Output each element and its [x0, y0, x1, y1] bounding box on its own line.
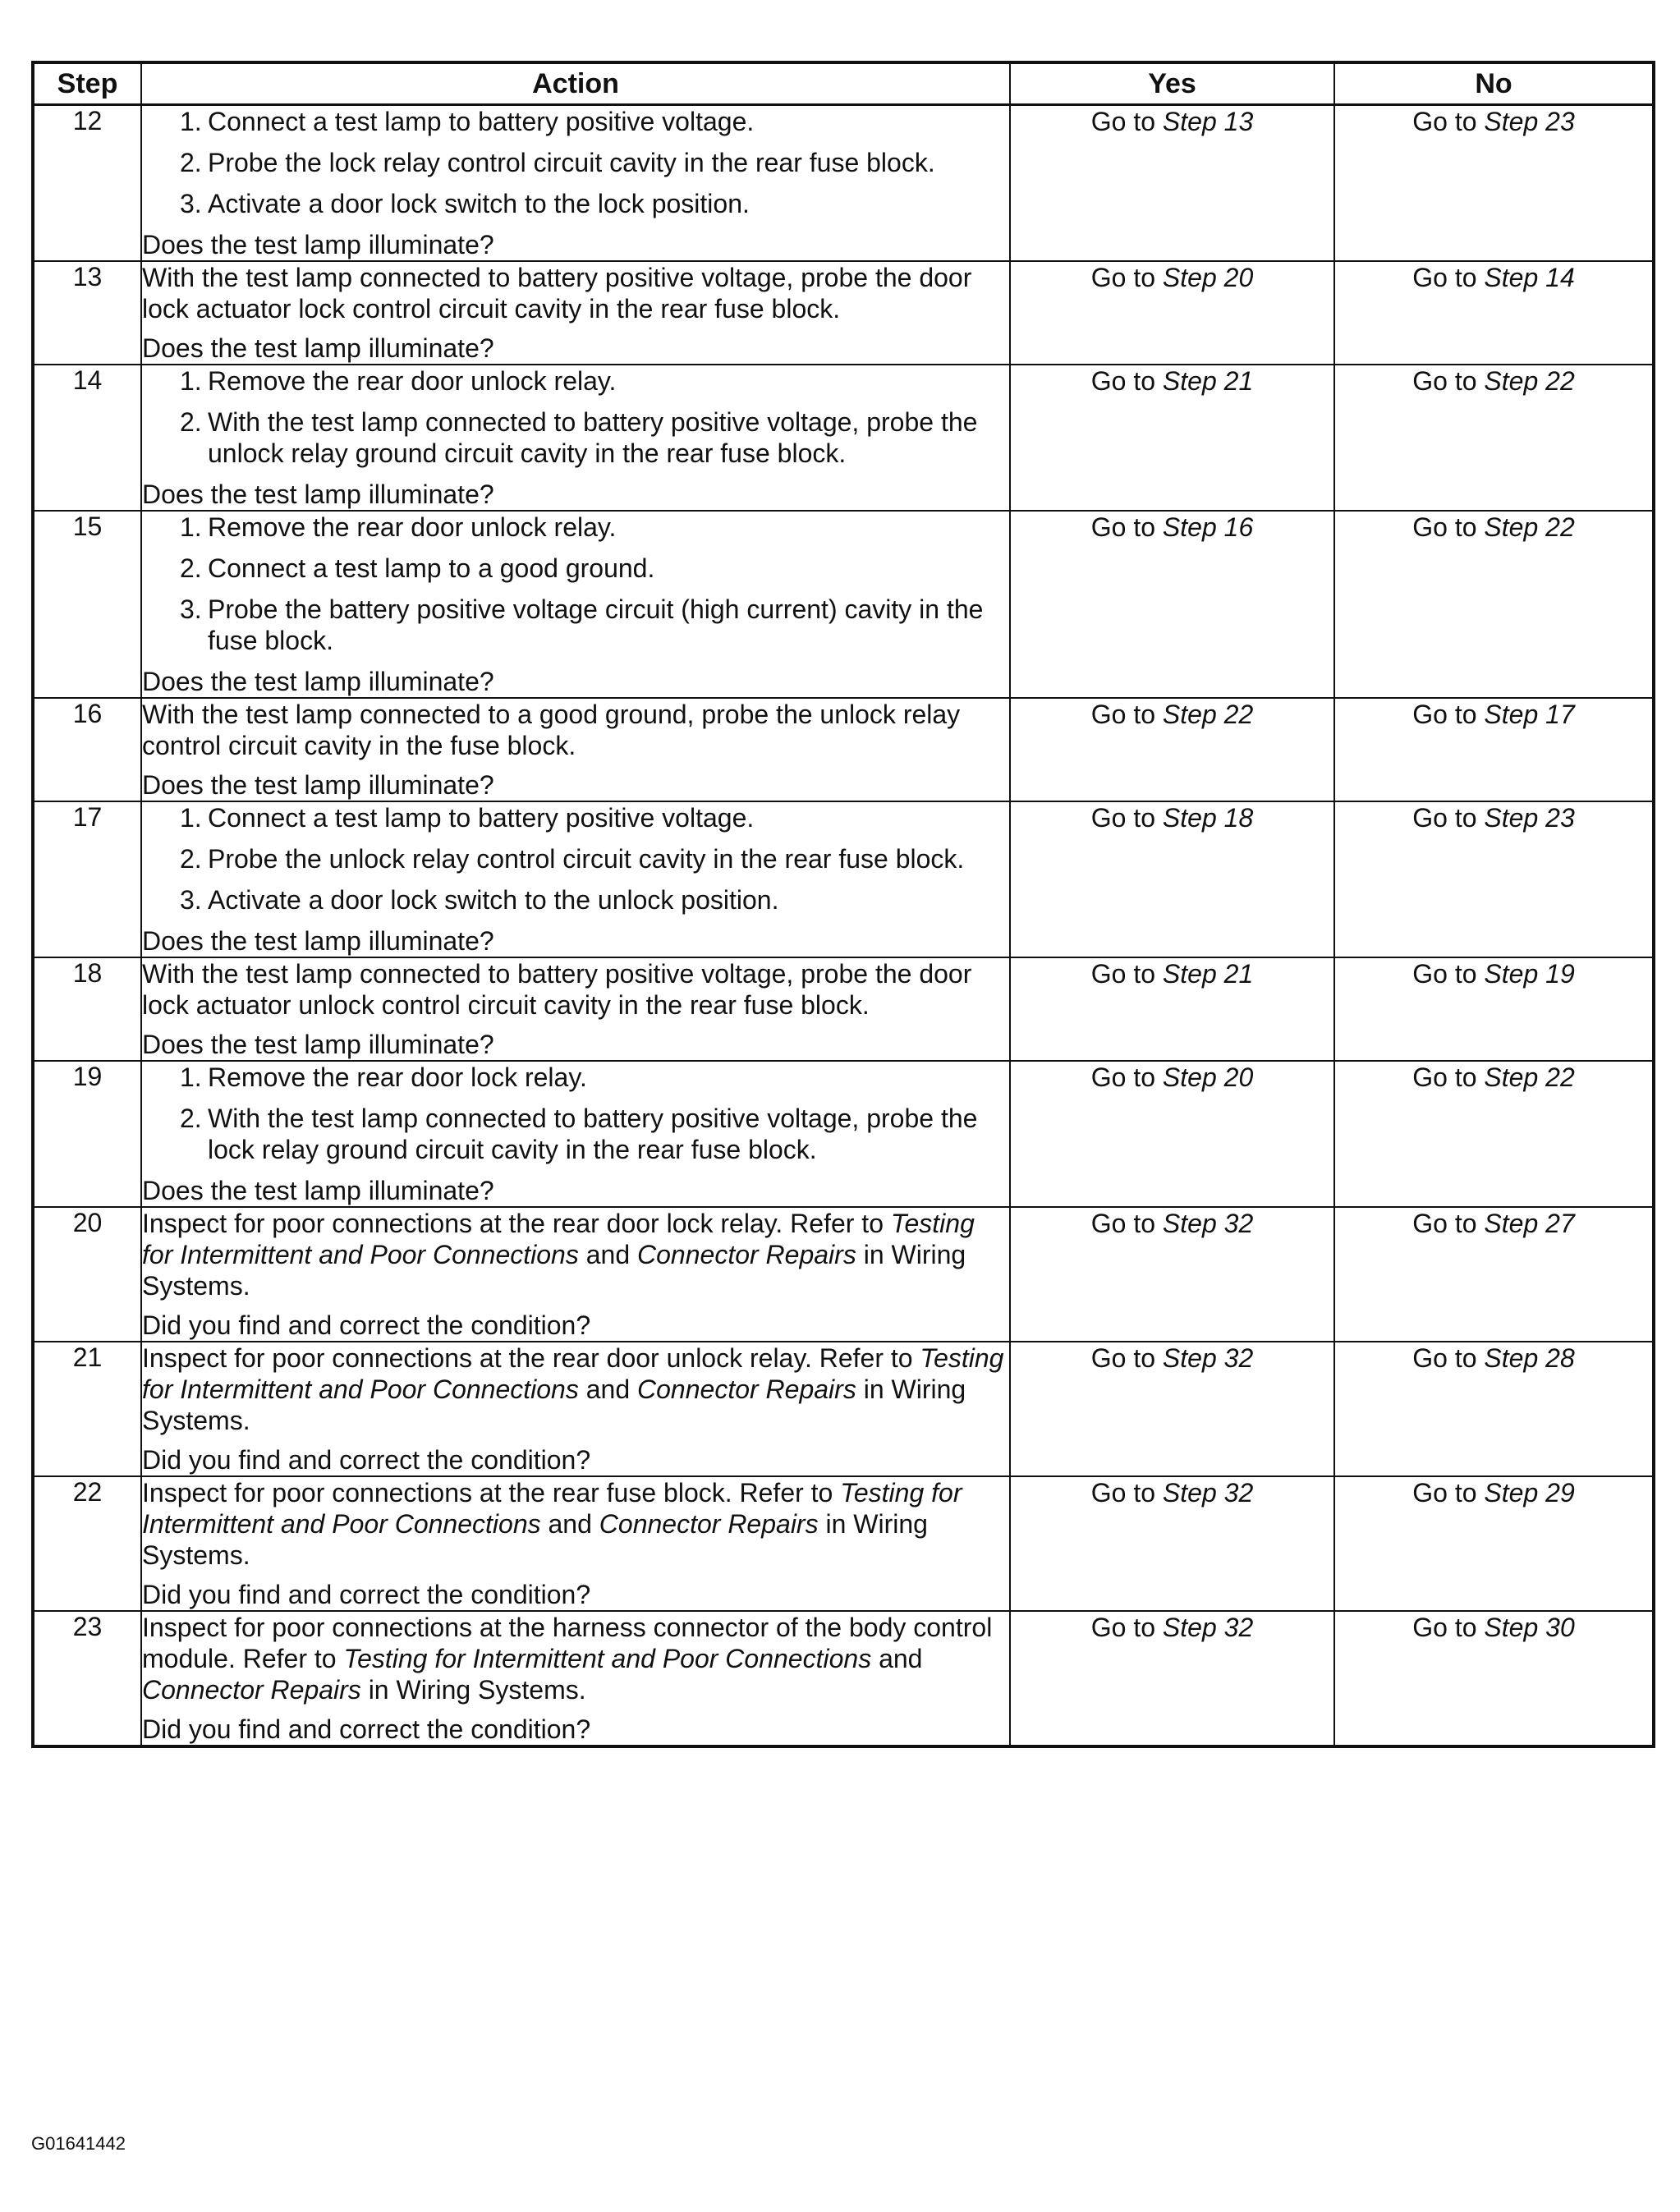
table-row: [33, 1611, 1654, 1746]
no-prefix: Go to: [1412, 959, 1485, 989]
step-number: 13: [33, 261, 141, 365]
action-step-item: Activate a door lock switch to the lock position.: [208, 189, 750, 218]
yes-cell: [1010, 261, 1334, 365]
yes-step-link: Step 32: [1162, 1613, 1254, 1642]
yes-step-link: Step 16: [1162, 512, 1254, 542]
yes-prefix: Go to: [1090, 803, 1163, 833]
no-step-link: Step 22: [1484, 366, 1575, 396]
diagnostic-table-container: [31, 61, 1652, 1748]
action-step-item: Remove the rear door lock relay.: [208, 1062, 587, 1092]
action-question: Does the test lamp illuminate?: [142, 1176, 494, 1205]
step-number: 22: [33, 1476, 141, 1611]
action-step-item: Probe the unlock relay control circuit cavity in the rear fuse block.: [208, 844, 965, 874]
action-question: Does the test lamp illuminate?: [142, 667, 494, 696]
action-question: Did you find and correct the condition?: [142, 1445, 591, 1475]
table-header-row: [33, 62, 1654, 105]
step-number: 23: [33, 1611, 141, 1746]
no-prefix: Go to: [1412, 700, 1485, 729]
action-cell: [141, 1342, 1010, 1476]
yes-prefix: Go to: [1090, 1478, 1163, 1508]
no-prefix: Go to: [1412, 1062, 1485, 1092]
yes-step-link: Step 32: [1162, 1209, 1254, 1238]
step-number: 16: [33, 698, 141, 801]
reference-title: Testing for Intermittent and Poor Connections: [343, 1644, 872, 1673]
action-text: With the test lamp connected to battery positive voltage, probe the door lock actuator unlock control circuit cavity in the rear fuse block.: [142, 959, 972, 1020]
reference-title: Connector Repairs: [599, 1509, 819, 1539]
yes-prefix: Go to: [1090, 263, 1163, 292]
action-step-item: Probe the lock relay control circuit cavity in the rear fuse block.: [208, 148, 935, 177]
no-step-link: Step 23: [1484, 107, 1575, 136]
action-text: [142, 1612, 1009, 1705]
no-step-link: Step 17: [1484, 700, 1575, 729]
action-steps-list: [142, 512, 1009, 656]
no-cell: [1334, 511, 1654, 698]
action-question: Does the test lamp illuminate?: [142, 230, 494, 259]
action-steps-list: [142, 1062, 1009, 1165]
yes-cell: [1010, 105, 1334, 262]
action-text: With the test lamp connected to battery positive voltage, probe the door lock actuator lock control circuit cavity in the rear fuse block.: [142, 263, 972, 324]
header-no: No: [1334, 62, 1654, 105]
no-prefix: Go to: [1412, 1478, 1485, 1508]
action-step-item: Connect a test lamp to battery positive voltage.: [208, 107, 755, 136]
text-segment: Inspect for poor connections at the rear door lock relay. Refer to: [142, 1209, 891, 1238]
no-cell: [1334, 105, 1654, 262]
step-number: 14: [33, 365, 141, 511]
action-text: [142, 1342, 1009, 1436]
text-segment: in Wiring Systems.: [142, 1240, 966, 1301]
reference-title: Testing for Intermittent and Poor Connections: [142, 1343, 1004, 1404]
yes-cell: [1010, 801, 1334, 957]
no-cell: [1334, 698, 1654, 801]
text-segment: and: [578, 1374, 638, 1404]
text-segment: Inspect for poor connections at the rear door unlock relay. Refer to: [142, 1343, 920, 1373]
step-number: 17: [33, 801, 141, 957]
yes-cell: [1010, 511, 1334, 698]
no-cell: [1334, 1061, 1654, 1207]
action-step-item: Connect a test lamp to battery positive voltage.: [208, 803, 755, 833]
text-segment: and: [578, 1240, 638, 1269]
action-question: Does the test lamp illuminate?: [142, 926, 494, 956]
reference-title: Connector Repairs: [637, 1240, 856, 1269]
step-number: 21: [33, 1342, 141, 1476]
yes-prefix: Go to: [1090, 1209, 1163, 1238]
no-cell: [1334, 1611, 1654, 1746]
table-row: [33, 1207, 1654, 1342]
yes-step-link: Step 18: [1162, 803, 1254, 833]
yes-step-link: Step 22: [1162, 700, 1254, 729]
no-cell: [1334, 1207, 1654, 1342]
text-segment: Inspect for poor connections at the rear fuse block. Refer to: [142, 1478, 841, 1508]
yes-step-link: Step 20: [1162, 1062, 1254, 1092]
no-step-link: Step 19: [1484, 959, 1575, 989]
action-question: Does the test lamp illuminate?: [142, 333, 494, 363]
table-body: [33, 105, 1654, 1747]
action-cell: [141, 261, 1010, 365]
no-step-link: Step 29: [1484, 1478, 1575, 1508]
yes-cell: [1010, 698, 1334, 801]
action-text: With the test lamp connected to a good ground, probe the unlock relay control circuit cavity in the fuse block.: [142, 700, 961, 760]
yes-prefix: Go to: [1090, 700, 1163, 729]
table-row: [33, 1061, 1654, 1207]
no-cell: [1334, 1342, 1654, 1476]
action-cell: [141, 1611, 1010, 1746]
no-step-link: Step 27: [1484, 1209, 1575, 1238]
action-question: Did you find and correct the condition?: [142, 1580, 591, 1609]
action-question: Does the test lamp illuminate?: [142, 1030, 494, 1059]
yes-cell: [1010, 957, 1334, 1061]
yes-step-link: Step 21: [1162, 959, 1254, 989]
text-segment: and: [871, 1644, 923, 1673]
action-steps-list: [142, 106, 1009, 219]
action-step-item: Remove the rear door unlock relay.: [208, 366, 617, 396]
no-step-link: Step 22: [1484, 1062, 1575, 1092]
action-step-item: Connect a test lamp to a good ground.: [208, 553, 655, 583]
yes-cell: [1010, 1611, 1334, 1746]
table-row: [33, 698, 1654, 801]
action-steps-list: [142, 802, 1009, 916]
no-prefix: Go to: [1412, 1613, 1485, 1642]
table-row: [33, 957, 1654, 1061]
yes-step-link: Step 32: [1162, 1343, 1254, 1373]
yes-prefix: Go to: [1090, 959, 1163, 989]
action-cell: [141, 365, 1010, 511]
action-cell: [141, 105, 1010, 262]
yes-prefix: Go to: [1090, 366, 1163, 396]
text-segment: in Wiring Systems.: [142, 1374, 966, 1435]
yes-cell: [1010, 1207, 1334, 1342]
step-number: 19: [33, 1061, 141, 1207]
no-step-link: Step 14: [1484, 263, 1575, 292]
header-step: Step: [33, 62, 141, 105]
no-step-link: Step 23: [1484, 803, 1575, 833]
yes-prefix: Go to: [1090, 1062, 1163, 1092]
action-cell: [141, 1476, 1010, 1611]
no-cell: [1334, 1476, 1654, 1611]
no-cell: [1334, 957, 1654, 1061]
action-question: Does the test lamp illuminate?: [142, 770, 494, 800]
text-segment: in Wiring Systems.: [360, 1675, 586, 1705]
reference-title: Testing for Intermittent and Poor Connections: [142, 1478, 962, 1539]
reference-title: Connector Repairs: [637, 1374, 856, 1404]
table-row: [33, 511, 1654, 698]
yes-cell: [1010, 1342, 1334, 1476]
yes-step-link: Step 32: [1162, 1478, 1254, 1508]
step-number: 18: [33, 957, 141, 1061]
action-step-item: With the test lamp connected to battery positive voltage, probe the unlock relay ground circuit cavity in the rear fuse block.: [208, 407, 978, 468]
no-cell: [1334, 801, 1654, 957]
no-prefix: Go to: [1412, 263, 1485, 292]
no-cell: [1334, 261, 1654, 365]
step-number: 20: [33, 1207, 141, 1342]
header-yes: Yes: [1010, 62, 1334, 105]
action-cell: [141, 801, 1010, 957]
yes-cell: [1010, 365, 1334, 511]
figure-id: G01641442: [31, 2133, 126, 2154]
no-step-link: Step 30: [1484, 1613, 1575, 1642]
action-text: [142, 1477, 1009, 1571]
action-cell: [141, 698, 1010, 801]
yes-prefix: Go to: [1090, 1343, 1163, 1373]
yes-prefix: Go to: [1090, 107, 1163, 136]
text-segment: Inspect for poor connections at the harness connector of the body control module. Refer to: [142, 1613, 993, 1673]
no-step-link: Step 22: [1484, 512, 1575, 542]
action-question: Did you find and correct the condition?: [142, 1714, 591, 1744]
action-text: [142, 1208, 1009, 1301]
yes-prefix: Go to: [1090, 1613, 1163, 1642]
table-row: [33, 105, 1654, 262]
action-steps-list: [142, 365, 1009, 469]
action-step-item: Probe the battery positive voltage circuit (high current) cavity in the fuse block.: [208, 594, 984, 655]
diagnostic-table: [31, 61, 1655, 1748]
step-number: 12: [33, 105, 141, 262]
header-action: Action: [141, 62, 1010, 105]
no-prefix: Go to: [1412, 1209, 1485, 1238]
no-step-link: Step 28: [1484, 1343, 1575, 1373]
action-step-item: With the test lamp connected to battery positive voltage, probe the lock relay ground circuit cavity in the rear fuse block.: [208, 1104, 978, 1164]
table-row: [33, 365, 1654, 511]
reference-title: Connector Repairs: [142, 1675, 361, 1705]
no-prefix: Go to: [1412, 366, 1485, 396]
action-cell: [141, 1207, 1010, 1342]
no-prefix: Go to: [1412, 107, 1485, 136]
yes-cell: [1010, 1476, 1334, 1611]
action-cell: [141, 511, 1010, 698]
table-row: [33, 1342, 1654, 1476]
step-number: 15: [33, 511, 141, 698]
text-segment: in Wiring Systems.: [142, 1509, 928, 1570]
action-cell: [141, 1061, 1010, 1207]
yes-step-link: Step 21: [1162, 366, 1254, 396]
reference-title: Testing for Intermittent and Poor Connections: [142, 1209, 975, 1269]
yes-step-link: Step 20: [1162, 263, 1254, 292]
no-prefix: Go to: [1412, 803, 1485, 833]
action-question: Did you find and correct the condition?: [142, 1310, 591, 1340]
text-segment: and: [540, 1509, 599, 1539]
yes-cell: [1010, 1061, 1334, 1207]
table-row: [33, 801, 1654, 957]
yes-step-link: Step 13: [1162, 107, 1254, 136]
action-step-item: Activate a door lock switch to the unlock position.: [208, 885, 779, 915]
no-prefix: Go to: [1412, 512, 1485, 542]
no-cell: [1334, 365, 1654, 511]
no-prefix: Go to: [1412, 1343, 1485, 1373]
table-row: [33, 261, 1654, 365]
table-row: [33, 1476, 1654, 1611]
action-step-item: Remove the rear door unlock relay.: [208, 512, 617, 542]
yes-prefix: Go to: [1090, 512, 1163, 542]
action-question: Does the test lamp illuminate?: [142, 480, 494, 509]
action-cell: [141, 957, 1010, 1061]
